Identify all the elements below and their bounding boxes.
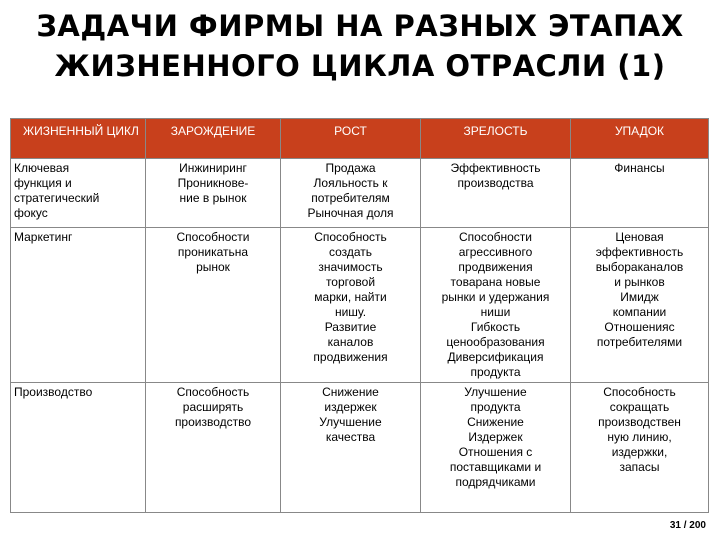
cell-line: Способность <box>603 385 676 399</box>
cell-line: продукта <box>470 365 521 379</box>
cell-line: Финансы <box>614 161 665 175</box>
row-label-line: стратегический <box>14 191 100 205</box>
cell-line: ние в рынок <box>179 191 247 205</box>
cell-line: расширять <box>182 400 244 414</box>
cell-line: Имидж <box>620 290 659 304</box>
cell-line: и рынков <box>614 275 665 289</box>
cell-line: производства <box>457 176 534 190</box>
cell-line: Инжиниринг <box>179 161 247 175</box>
cell-line: потребителями <box>596 335 683 349</box>
cell-line: создать <box>328 245 373 259</box>
cell-line: выбораканалов <box>595 260 684 274</box>
cell-line: Снижение <box>467 415 524 429</box>
cell-maturity <box>421 383 571 513</box>
cell-line: Ценовая <box>615 230 664 244</box>
cell-line: подрядчиками <box>455 475 536 489</box>
cell-line: Способности <box>176 230 250 244</box>
cell-growth <box>281 228 421 383</box>
cell-line: Гибкость <box>470 320 521 334</box>
cell-line: потребителям <box>311 191 390 205</box>
row-label-line: Маркетинг <box>14 230 73 244</box>
cell-line: Снижение <box>322 385 379 399</box>
cell-line: проникатьна <box>177 245 249 259</box>
header-maturity: ЗРЕЛОСТЬ <box>421 119 571 159</box>
cell-line: Издержек <box>468 430 523 444</box>
cell-growth <box>281 159 421 228</box>
cell-line: рынки и удержания <box>441 290 550 304</box>
cell-decline <box>571 159 709 228</box>
page-number: 31 / 200 <box>669 520 706 531</box>
cell-line: Отношения с <box>458 445 533 459</box>
cell-line: запасы <box>619 460 660 474</box>
cell-line: эффективность <box>595 245 684 259</box>
header-emergence: ЗАРОЖДЕНИЕ <box>146 119 281 159</box>
cell-line: компании <box>612 305 667 319</box>
header-decline: УПАДОК <box>571 119 709 159</box>
header-growth: РОСТ <box>281 119 421 159</box>
cell-line: Проникнове- <box>177 176 249 190</box>
cell-line: Диверсификация <box>447 350 544 364</box>
title-line-2: ЖИЗНЕННОГО ЦИКЛА ОТРАСЛИ (1) <box>54 49 666 83</box>
cell-line: поставщиками и <box>449 460 542 474</box>
cell-line: Улучшение <box>319 415 382 429</box>
row-label-line: Ключевая <box>14 161 70 175</box>
row-label-line: Производство <box>14 385 93 399</box>
cell-line: Эффективность <box>450 161 541 175</box>
cell-maturity <box>421 159 571 228</box>
table-row-production <box>11 383 709 513</box>
title-line-1: ЗАДАЧИ ФИРМЫ НА РАЗНЫХ ЭТАПАХ <box>36 9 684 43</box>
row-label-cell <box>11 383 146 513</box>
cell-line: Улучшение <box>464 385 527 399</box>
header-row <box>11 119 709 159</box>
cell-line: издержки, <box>611 445 668 459</box>
cell-line: Отношенияс <box>604 320 675 334</box>
cell-maturity <box>421 228 571 383</box>
cell-decline <box>571 383 709 513</box>
table-row-marketing <box>11 228 709 383</box>
cell-line: ниши <box>480 305 511 319</box>
cell-line: продвижения <box>313 350 388 364</box>
cell-line: сокращать <box>609 400 670 414</box>
header-lifecycle: ЖИЗНЕННЫЙ ЦИКЛ <box>11 119 146 159</box>
row-label-line: фокус <box>14 206 48 220</box>
row-label-cell <box>11 159 146 228</box>
cell-line: товарана новые <box>450 275 541 289</box>
cell-line: Продажа <box>325 161 376 175</box>
cell-line: производство <box>174 415 252 429</box>
row-label-line: функция и <box>14 176 72 190</box>
lifecycle-table <box>10 118 709 513</box>
cell-line: агрессивного <box>458 245 533 259</box>
cell-line: нишу. <box>334 305 367 319</box>
cell-line: ценообразования <box>446 335 545 349</box>
cell-emergence <box>146 228 281 383</box>
cell-line: Лояльность к <box>313 176 388 190</box>
cell-line: Рыночная доля <box>307 206 394 220</box>
table-row-key-function <box>11 159 709 228</box>
cell-line: Способность <box>176 385 250 399</box>
cell-line: марки, найти <box>314 290 387 304</box>
cell-line: Способность <box>314 230 387 244</box>
cell-line: производствен <box>598 415 681 429</box>
cell-line: продукта <box>470 400 521 414</box>
cell-line: торговой <box>325 275 376 289</box>
cell-emergence <box>146 383 281 513</box>
cell-line: ную линию, <box>607 430 672 444</box>
cell-growth <box>281 383 421 513</box>
slide-title <box>0 6 720 86</box>
cell-line: рынок <box>196 260 230 274</box>
cell-emergence <box>146 159 281 228</box>
cell-line: каналов <box>327 335 374 349</box>
cell-line: Способности <box>458 230 533 244</box>
cell-line: продвижения <box>458 260 533 274</box>
cell-line: Развитие <box>324 320 377 334</box>
cell-line: значимость <box>318 260 383 274</box>
cell-line: качества <box>325 430 376 444</box>
cell-decline <box>571 228 709 383</box>
cell-line: издержек <box>324 400 377 414</box>
row-label-cell <box>11 228 146 383</box>
